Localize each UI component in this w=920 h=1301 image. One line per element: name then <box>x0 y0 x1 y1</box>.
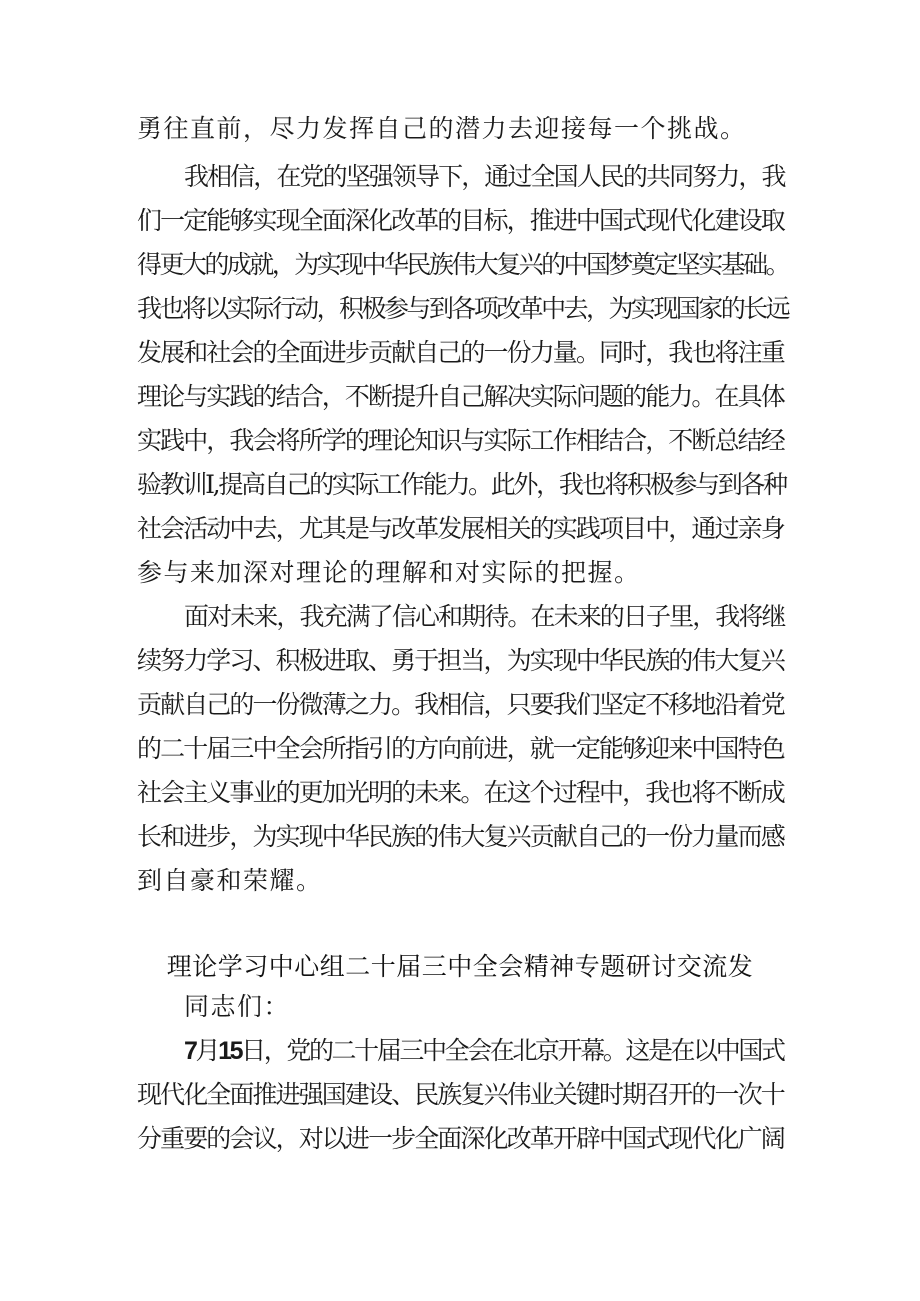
body-line: 的二十届三中全会所指引的方向前进，就一定能够迎来中国特色 <box>137 734 784 763</box>
body-line: 面对未来，我充满了信心和期待。在未来的日子里，我将继 <box>184 602 785 631</box>
body-line: 得更大的成就，为实现中华民族伟大复兴的中国梦奠定坚实基础。 <box>137 250 789 279</box>
body-line: 我也将以实际行动，积极参与到各项改革中去，为实现国家的长远 <box>137 294 789 323</box>
body-line: 社会活动中去，尤其是与改革发展相关的实践项目中，通过亲身 <box>137 514 784 543</box>
body-line: 续努力学习、积极进取、勇于担当，为实现中华民族的伟大复兴 <box>137 646 784 675</box>
salutation: 同志们： <box>184 992 291 1021</box>
body-line: 社会主义事业的更加光明的未来。在这个过程中，我也将不断成 <box>137 778 784 807</box>
body-line: 现代化全面推进强国建设、民族复兴伟业关键时期召开的一次十 <box>137 1080 784 1109</box>
body-line: 参与来加深对理论的理解和对实际的把握。 <box>137 558 641 587</box>
text-span: 日，党的二十届三中全会在北京开幕。这是在以中国式 <box>241 1036 784 1065</box>
body-line: 理论与实践的结合，不断提升自己解决实际问题的能力。在具体 <box>137 382 784 411</box>
body-line: 发展和社会的全面进步贡献自己的一份力量。同时，我也将注重 <box>137 338 784 367</box>
date-month: 7 <box>184 1037 196 1065</box>
date-day: 15 <box>218 1037 242 1065</box>
text-span: 月 <box>195 1036 219 1065</box>
section-heading: 理论学习中心组二十届三中全会精神专题研讨交流发 <box>166 952 754 981</box>
body-line: 勇往直前，尽力发挥自己的潜力去迎接每一个挑战。 <box>137 114 747 143</box>
body-line: 到自豪和荣耀。 <box>137 866 323 895</box>
body-line: 验教训I,提高自己的实际工作能力。此外，我也将积极参与到各种 <box>137 470 786 499</box>
body-line: 长和进步，为实现中华民族的伟大复兴贡献自己的一份力量而感 <box>137 822 784 851</box>
body-line: 实践中，我会将所学的理论知识与实际工作相结合，不断总结经 <box>137 426 784 455</box>
body-line <box>184 1034 784 1068</box>
body-line: 们一定能够实现全面深化改革的目标，推进中国式现代化建设取 <box>137 206 784 235</box>
body-line: 我相信，在党的坚强领导下，通过全国人民的共同努力，我 <box>184 162 785 191</box>
body-line: 贡献自己的一份微薄之力。我相信，只要我们坚定不移地沿着党 <box>137 690 784 719</box>
body-line: 分重要的会议，对以进一步全面深化改革开辟中国式现代化广阔 <box>137 1124 784 1153</box>
